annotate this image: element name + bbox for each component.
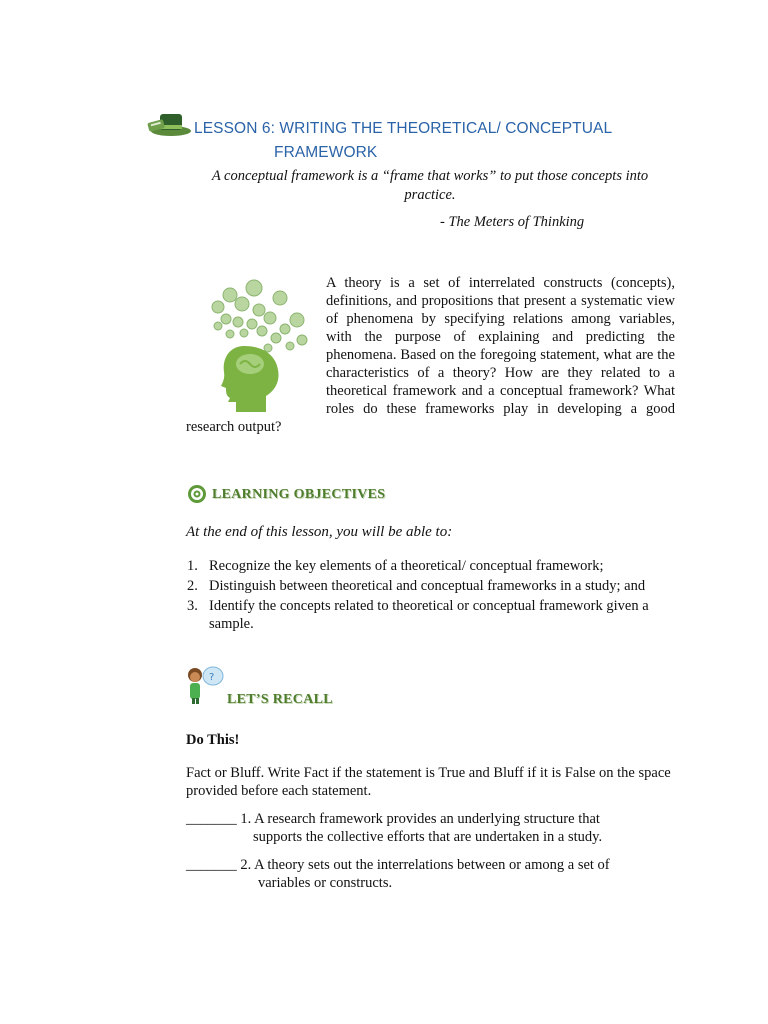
answer-blank[interactable]: _______ <box>186 857 237 873</box>
objective-number: 2. <box>187 578 198 594</box>
learning-objectives-heading: LEARNING OBJECTIVES <box>212 487 386 502</box>
recall-statement-cont: variables or constructs. <box>258 875 393 891</box>
intro-float-spacer <box>186 274 326 418</box>
lesson-icon <box>146 108 192 138</box>
objectives-list <box>187 557 677 635</box>
objectives-lead: At the end of this lesson, you will be able to: <box>186 524 453 540</box>
objective-number: 3. <box>187 598 198 614</box>
lesson-title-line2: FRAMEWORK <box>274 144 378 161</box>
recall-statement-cont: supports the collective efforts that are undertaken in a study. <box>253 829 603 845</box>
recall-item <box>186 856 686 892</box>
svg-text:?: ? <box>209 672 215 683</box>
epigraph-attribution: - The Meters of Thinking <box>440 214 585 230</box>
objective-item <box>187 557 677 575</box>
objective-number: 1. <box>187 558 198 574</box>
lesson-title <box>194 117 714 165</box>
recall-instructions: Fact or Bluff. Write Fact if the statement is True and Bluff if it is False on the space provided before each statement. <box>186 765 671 799</box>
objective-text: Recognize the key elements of a theoretical/ conceptual framework; <box>209 558 604 574</box>
objective-text: Distinguish between theoretical and conceptual frameworks in a study; and <box>209 578 646 594</box>
recall-statement: 1. A research framework provides an underlying structure that <box>240 811 600 827</box>
objective-item <box>187 577 677 595</box>
objective-text: Identify the concepts related to theoretical or conceptual framework given a sample. <box>209 598 649 632</box>
do-this-label: Do This! <box>186 732 240 748</box>
answer-blank[interactable]: _______ <box>186 811 237 827</box>
epigraph-quote: A conceptual framework is a “frame that works” to put those concepts into practice. <box>211 168 649 203</box>
lets-recall-heading: LET’S RECALL <box>227 692 333 707</box>
intro-paragraph <box>186 274 675 436</box>
intro-text: A theory is a set of interrelated constructs (concepts), definitions, and propositions that present a systematic view of phenomena by specifying relations among variables, with the purpose of explaining and predicting the phenomena. Based on the foregoing statement, what are the characteristics of a theory? How are they related to a theoretical framework and a conceptual framework? What roles do these frameworks play in developing a good research output? <box>186 275 675 435</box>
recall-item <box>186 810 686 846</box>
recall-statement: 2. A theory sets out the interrelations between or among a set of <box>240 857 610 873</box>
thinking-person-icon <box>184 664 224 704</box>
lesson-title-line1: LESSON 6: WRITING THE THEORETICAL/ CONCEPTUAL <box>194 120 613 137</box>
target-icon <box>187 484 207 504</box>
objective-item <box>187 597 677 633</box>
